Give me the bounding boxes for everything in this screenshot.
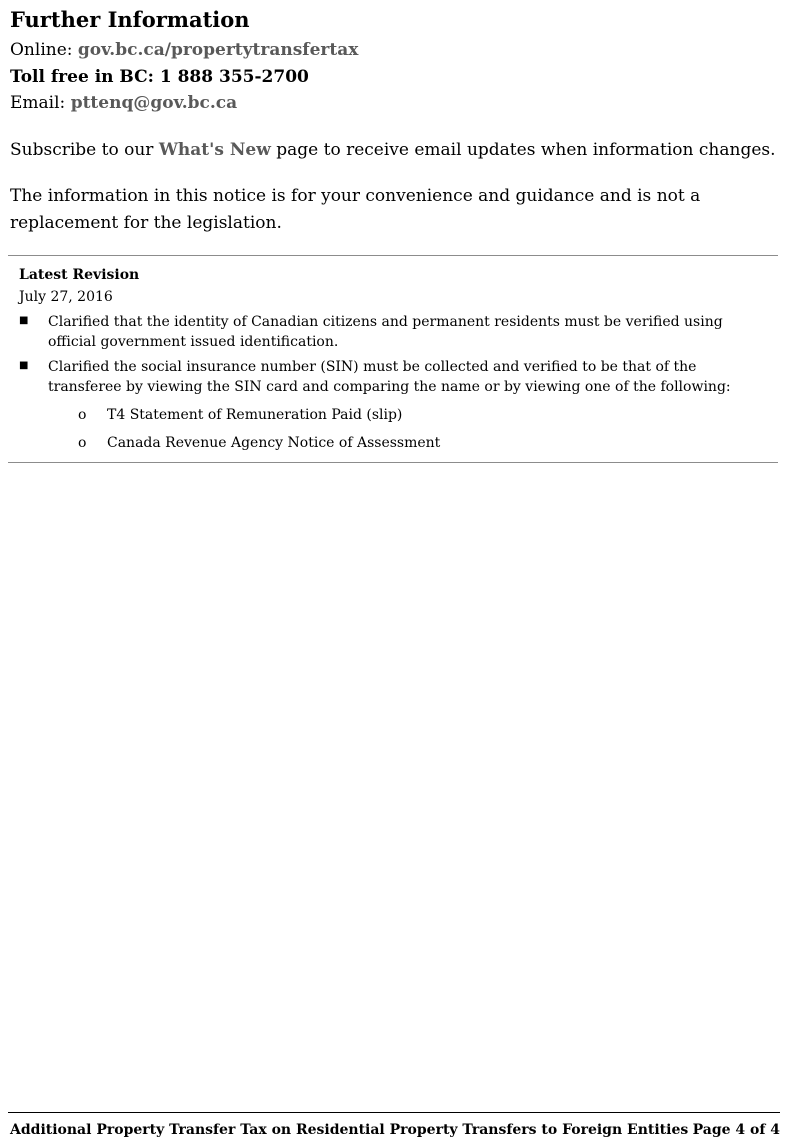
disclaimer-paragraph: The information in this notice is for your convenience and guidance and is not a replacement for the legislation. (10, 186, 701, 233)
revision-date: July 27, 2016 (19, 289, 113, 305)
revision-item: Clarified that the identity of Canadian citizens and permanent residents must be verified using official government issued identification. (48, 314, 723, 350)
circle-bullet-icon: o (78, 407, 87, 423)
footer-title: Additional Property Transfer Tax on Residential Property Transfers to Foreign Entities (10, 1122, 689, 1138)
revision-item: Clarified the social insurance number (SIN) must be collected and verified to be that of the transferee by viewing the SIN card and comparing the name or by viewing one of the following: (48, 359, 731, 395)
tollfree-line: Toll free in BC: 1 888 355-2700 (10, 67, 309, 87)
revision-top-divider (8, 255, 778, 256)
further-information-heading: Further Information (10, 7, 250, 32)
email-line (10, 92, 237, 114)
online-label: Online: (10, 40, 73, 60)
subscribe-paragraph (10, 137, 780, 164)
square-bullet-icon: ■ (19, 360, 29, 371)
online-link[interactable]: gov.bc.ca/propertytransfertax (77, 40, 359, 60)
latest-revision-title: Latest Revision (19, 267, 140, 283)
revision-sub-item: T4 Statement of Remuneration Paid (slip) (107, 407, 403, 423)
circle-bullet-icon: o (78, 435, 87, 451)
email-link[interactable]: pttenq@gov.bc.ca (70, 93, 238, 113)
revision-sub-item: Canada Revenue Agency Notice of Assessment (107, 435, 441, 451)
subscribe-after: page to receive email updates when information changes. (276, 140, 776, 160)
square-bullet-icon: ■ (19, 315, 29, 326)
footer-divider (8, 1112, 780, 1113)
whats-new-link[interactable]: What's New (158, 140, 271, 160)
online-line (10, 39, 358, 61)
page-number: Page 4 of 4 (692, 1122, 780, 1138)
revision-bottom-divider (8, 462, 778, 463)
subscribe-before: Subscribe to our (10, 140, 154, 160)
email-label: Email: (10, 93, 66, 113)
